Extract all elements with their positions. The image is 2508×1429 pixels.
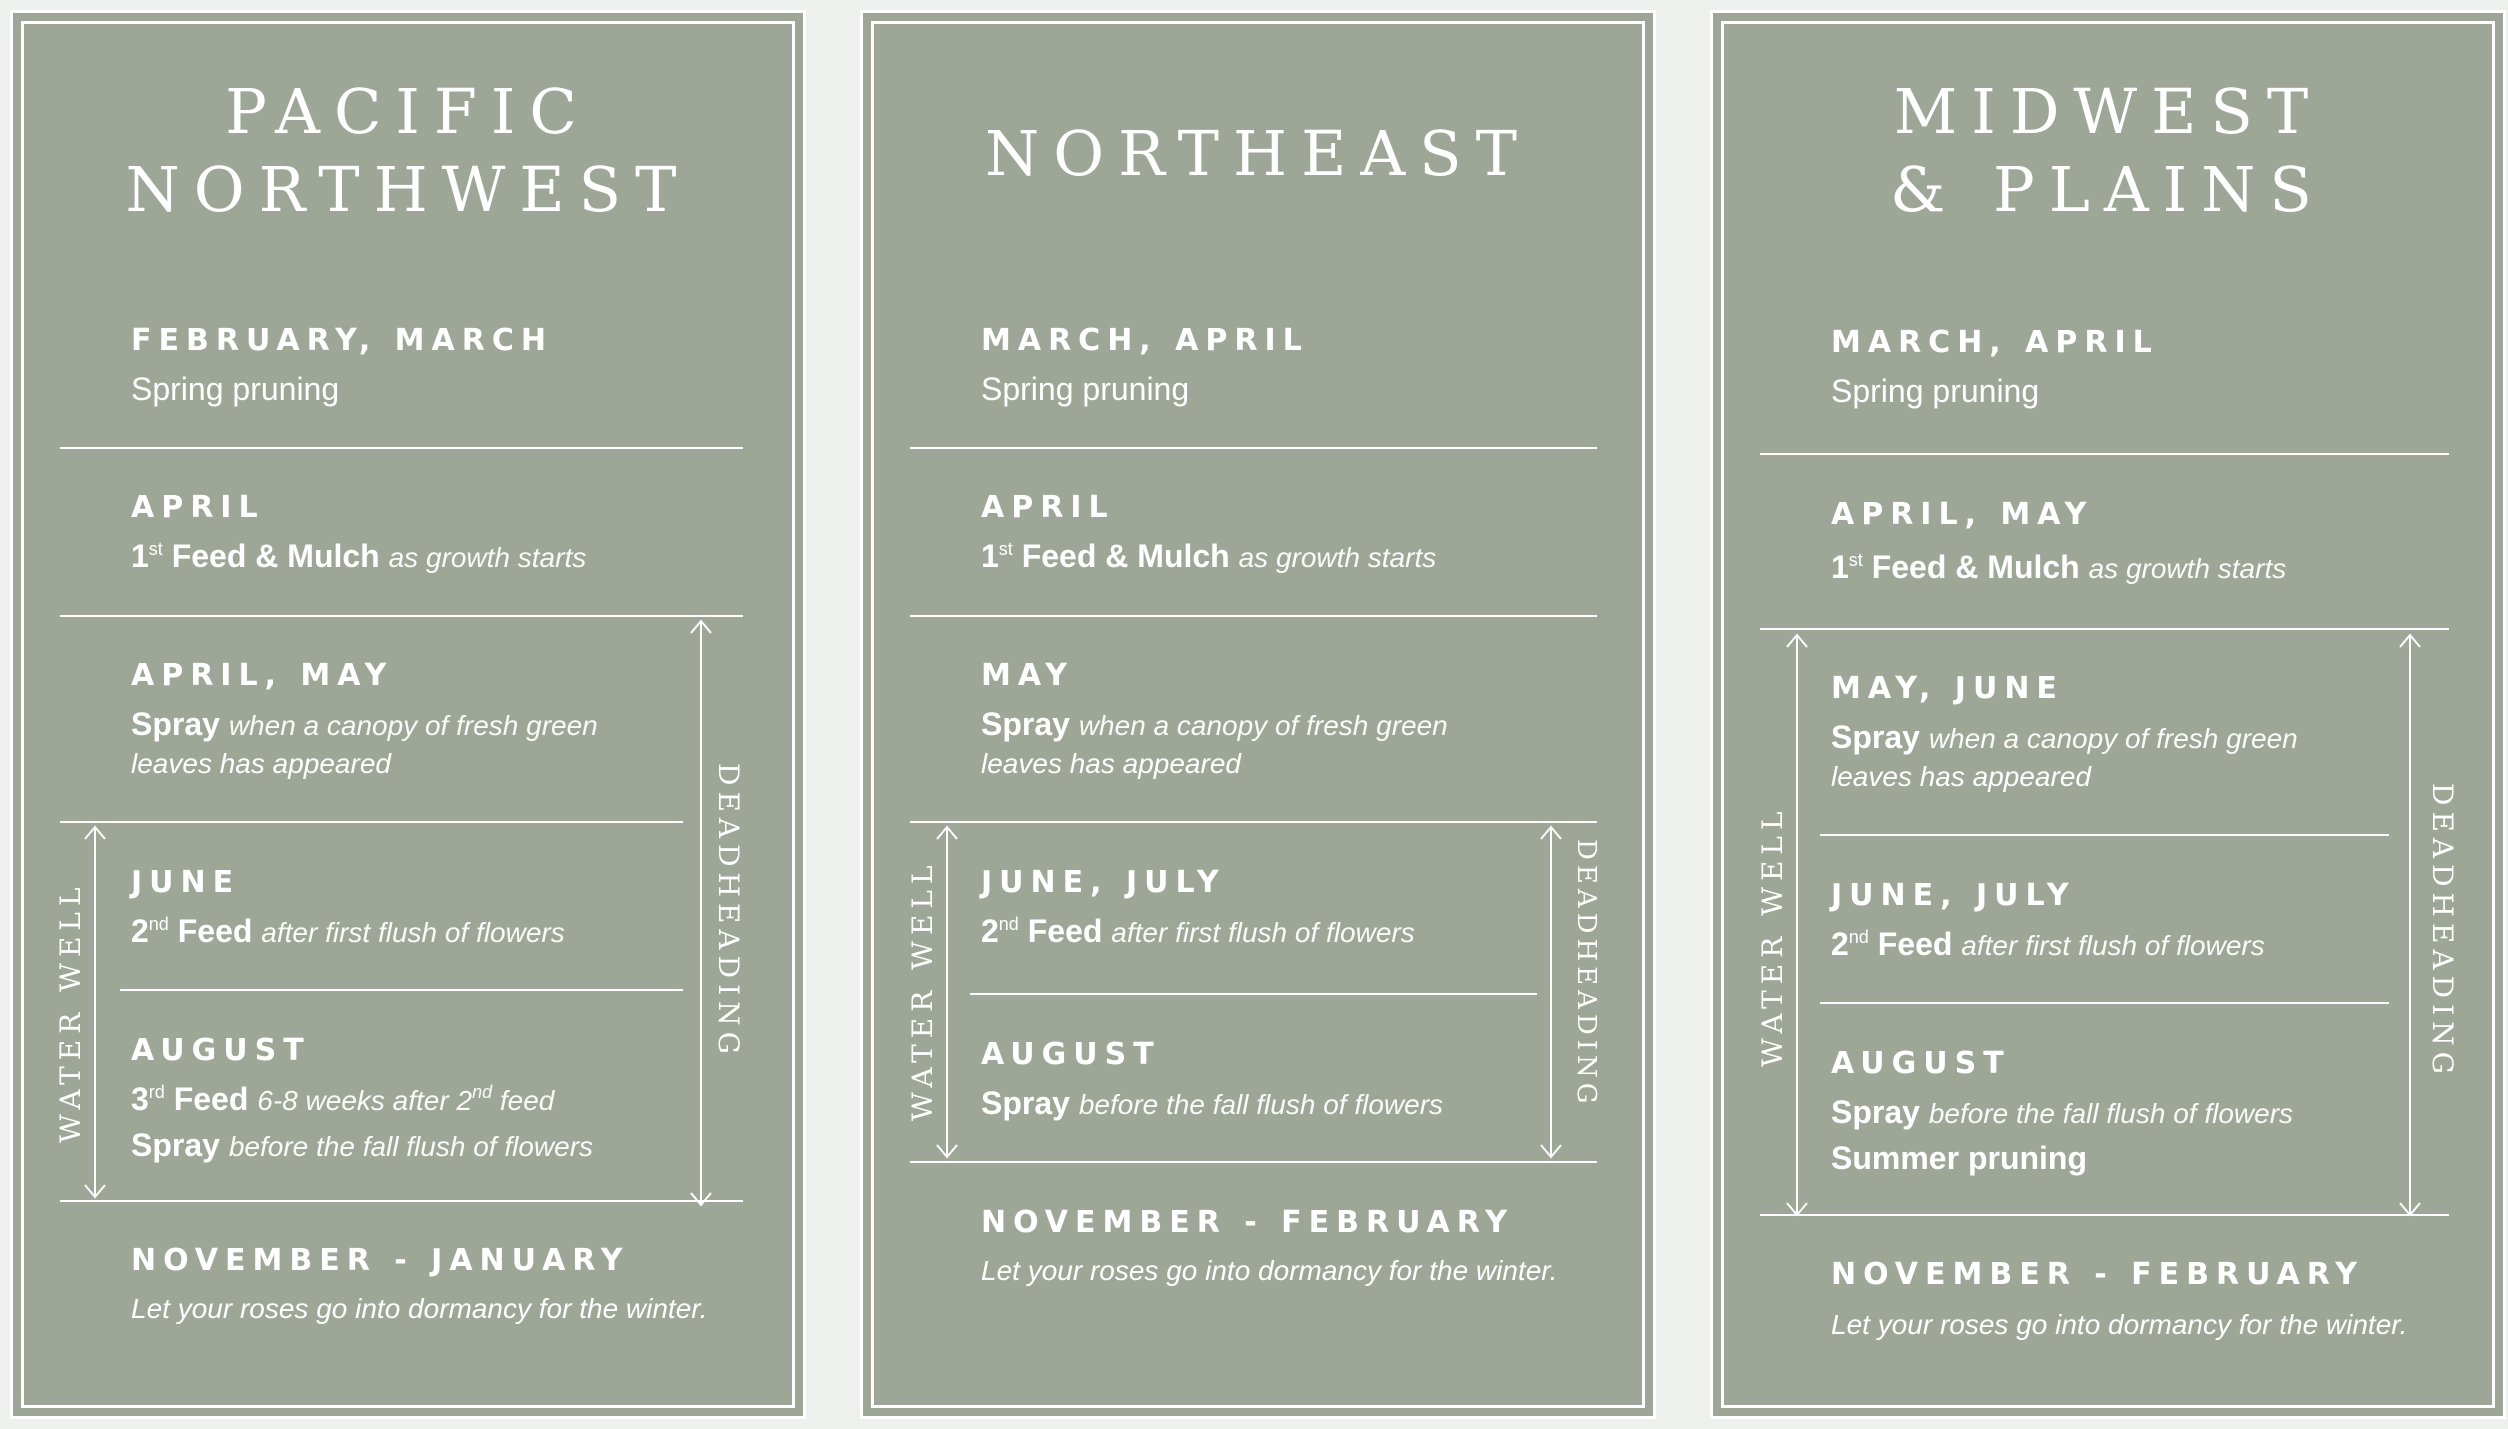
divider bbox=[120, 989, 683, 991]
deadheading-label: DEADHEADING bbox=[1571, 839, 1601, 1109]
divider bbox=[910, 447, 1597, 449]
deadheading-label: DEADHEADING bbox=[712, 763, 745, 1061]
divider bbox=[1760, 1214, 2449, 1216]
region-title bbox=[863, 115, 1653, 193]
section-spray bbox=[131, 658, 743, 782]
card-northeast bbox=[860, 10, 1656, 1419]
section-month: NOVEMBER - FEBRUARY bbox=[1831, 1257, 2364, 1292]
water-well-label: WATER WELL bbox=[54, 881, 87, 1143]
task-label: Spring pruning bbox=[131, 371, 340, 407]
task-label: Spray bbox=[981, 706, 1070, 742]
section-month: NOVEMBER - FEBRUARY bbox=[981, 1205, 1514, 1240]
ordinal-suffix: nd bbox=[472, 1082, 493, 1102]
divider bbox=[910, 1161, 1597, 1163]
feed-number: 2 bbox=[131, 913, 149, 949]
divider bbox=[970, 993, 1537, 995]
section-month: MARCH, APRIL bbox=[981, 323, 1309, 358]
section-spray bbox=[981, 658, 1593, 782]
task-note-continued: leaves has appeared bbox=[131, 748, 391, 779]
section-month: APRIL bbox=[981, 490, 1115, 525]
ordinal-suffix: nd bbox=[148, 914, 169, 934]
section-dormancy bbox=[131, 1243, 743, 1327]
task-note: after first flush of flowers bbox=[261, 917, 565, 948]
task-note: Let your roses go into dormancy for the winter. bbox=[1831, 1309, 2408, 1340]
section-month: NOVEMBER - JANUARY bbox=[131, 1243, 630, 1278]
feed-number: 2 bbox=[1831, 926, 1849, 962]
card-midwest-plains bbox=[1710, 10, 2506, 1419]
divider bbox=[60, 1200, 743, 1202]
region-title-line1: PACIFIC bbox=[225, 75, 591, 148]
section-month: JUNE, JULY bbox=[981, 865, 1226, 900]
section-feed-mulch bbox=[131, 490, 743, 578]
region-title-line1: MIDWEST bbox=[1893, 75, 2323, 148]
region-title-line2: & PLAINS bbox=[1890, 153, 2326, 226]
task-note: after first flush of flowers bbox=[1111, 917, 1415, 948]
divider bbox=[910, 615, 1597, 617]
task-note: as growth starts bbox=[1238, 542, 1437, 573]
task-note bbox=[257, 1082, 555, 1116]
section-month: JUNE bbox=[131, 865, 241, 900]
section-august bbox=[131, 1033, 743, 1167]
ordinal-suffix: st bbox=[148, 539, 163, 559]
task-note-part: feed bbox=[499, 1085, 555, 1116]
task-label: Spray bbox=[1831, 1094, 1920, 1130]
section-pruning bbox=[131, 323, 743, 409]
feed-label: Feed & Mulch bbox=[171, 538, 380, 574]
divider bbox=[1820, 834, 2389, 836]
divider bbox=[1760, 453, 2449, 455]
ordinal-suffix: nd bbox=[998, 914, 1019, 934]
task-label: Spring pruning bbox=[981, 371, 1190, 407]
divider bbox=[60, 615, 743, 617]
section-month: MAY bbox=[981, 658, 1074, 693]
water-well-label: WATER WELL bbox=[1756, 805, 1789, 1067]
section-spray bbox=[1831, 671, 2443, 795]
region-title bbox=[13, 73, 803, 229]
section-month: APRIL, MAY bbox=[131, 658, 394, 693]
section-second-feed bbox=[1831, 878, 2443, 966]
feed-number: 1 bbox=[131, 538, 149, 574]
section-august bbox=[1831, 1046, 2443, 1178]
task-note: Let your roses go into dormancy for the winter. bbox=[981, 1255, 1558, 1286]
deadheading-arrow bbox=[2398, 633, 2422, 1223]
task-note: before the fall flush of flowers bbox=[1928, 1098, 2294, 1129]
section-august bbox=[981, 1037, 1593, 1125]
section-month: AUGUST bbox=[131, 1033, 311, 1068]
task-label: Spray bbox=[1831, 719, 1920, 755]
section-second-feed bbox=[131, 865, 743, 953]
feed-number: 1 bbox=[981, 538, 999, 574]
ordinal-suffix: nd bbox=[1848, 927, 1869, 947]
feed-label: Feed bbox=[1877, 926, 1953, 962]
task-label: Spring pruning bbox=[1831, 373, 2040, 409]
feed-label: Feed bbox=[173, 1081, 249, 1117]
section-dormancy bbox=[1831, 1257, 2443, 1343]
divider bbox=[1820, 1002, 2389, 1004]
divider bbox=[1760, 628, 2449, 630]
task-label: Summer pruning bbox=[1831, 1140, 2088, 1176]
task-note: when a canopy of fresh green bbox=[1928, 723, 2298, 754]
feed-number: 1 bbox=[1831, 549, 1849, 585]
section-feed-mulch bbox=[1831, 497, 2443, 589]
task-note: as growth starts bbox=[2088, 553, 2287, 584]
feed-number: 2 bbox=[981, 913, 999, 949]
ordinal-suffix: st bbox=[998, 539, 1013, 559]
feed-label: Feed bbox=[177, 913, 253, 949]
task-label: Spray bbox=[131, 706, 220, 742]
section-month: FEBRUARY, MARCH bbox=[131, 323, 553, 358]
feed-number: 3 bbox=[131, 1081, 149, 1117]
feed-label: Feed bbox=[1027, 913, 1103, 949]
region-title-line1: NORTHEAST bbox=[985, 117, 1531, 190]
water-well-label: WATER WELL bbox=[906, 859, 939, 1121]
task-note: as growth starts bbox=[388, 542, 587, 573]
region-title bbox=[1713, 73, 2503, 229]
deadheading-arrow bbox=[1539, 825, 1563, 1165]
section-month: JUNE, JULY bbox=[1831, 878, 2076, 913]
feed-label: Feed & Mulch bbox=[1871, 549, 2080, 585]
section-month: MARCH, APRIL bbox=[1831, 325, 2159, 360]
section-dormancy bbox=[981, 1205, 1593, 1289]
task-note: before the fall flush of flowers bbox=[1078, 1089, 1444, 1120]
region-title-line2: NORTHWEST bbox=[125, 153, 691, 226]
deadheading-arrow bbox=[689, 619, 713, 1213]
task-note-continued: leaves has appeared bbox=[981, 748, 1241, 779]
task-label: Spray bbox=[981, 1085, 1070, 1121]
section-month: AUGUST bbox=[981, 1037, 1161, 1072]
task-note: before the fall flush of flowers bbox=[228, 1131, 594, 1162]
card-pacific-northwest bbox=[10, 10, 806, 1419]
task-note: Let your roses go into dormancy for the winter. bbox=[131, 1293, 708, 1324]
task-note-part: 6-8 weeks after 2 bbox=[257, 1085, 473, 1116]
divider bbox=[910, 821, 1597, 823]
deadheading-label: DEADHEADING bbox=[2426, 783, 2459, 1081]
section-feed-mulch bbox=[981, 490, 1593, 578]
divider bbox=[60, 821, 683, 823]
task-note: when a canopy of fresh green bbox=[228, 710, 598, 741]
section-month: AUGUST bbox=[1831, 1046, 2011, 1081]
feed-label: Feed & Mulch bbox=[1021, 538, 1230, 574]
section-month: MAY, JUNE bbox=[1831, 671, 2064, 706]
section-second-feed bbox=[981, 865, 1593, 953]
section-pruning bbox=[981, 323, 1593, 409]
task-label: Spray bbox=[131, 1127, 220, 1163]
ordinal-suffix: st bbox=[1848, 550, 1863, 570]
section-month: APRIL bbox=[131, 490, 265, 525]
task-note-continued: leaves has appeared bbox=[1831, 761, 2091, 792]
ordinal-suffix: rd bbox=[148, 1082, 165, 1102]
task-note: after first flush of flowers bbox=[1961, 930, 2265, 961]
section-pruning bbox=[1831, 325, 2443, 411]
divider bbox=[60, 447, 743, 449]
section-month: APRIL, MAY bbox=[1831, 497, 2094, 532]
task-note: when a canopy of fresh green bbox=[1078, 710, 1448, 741]
